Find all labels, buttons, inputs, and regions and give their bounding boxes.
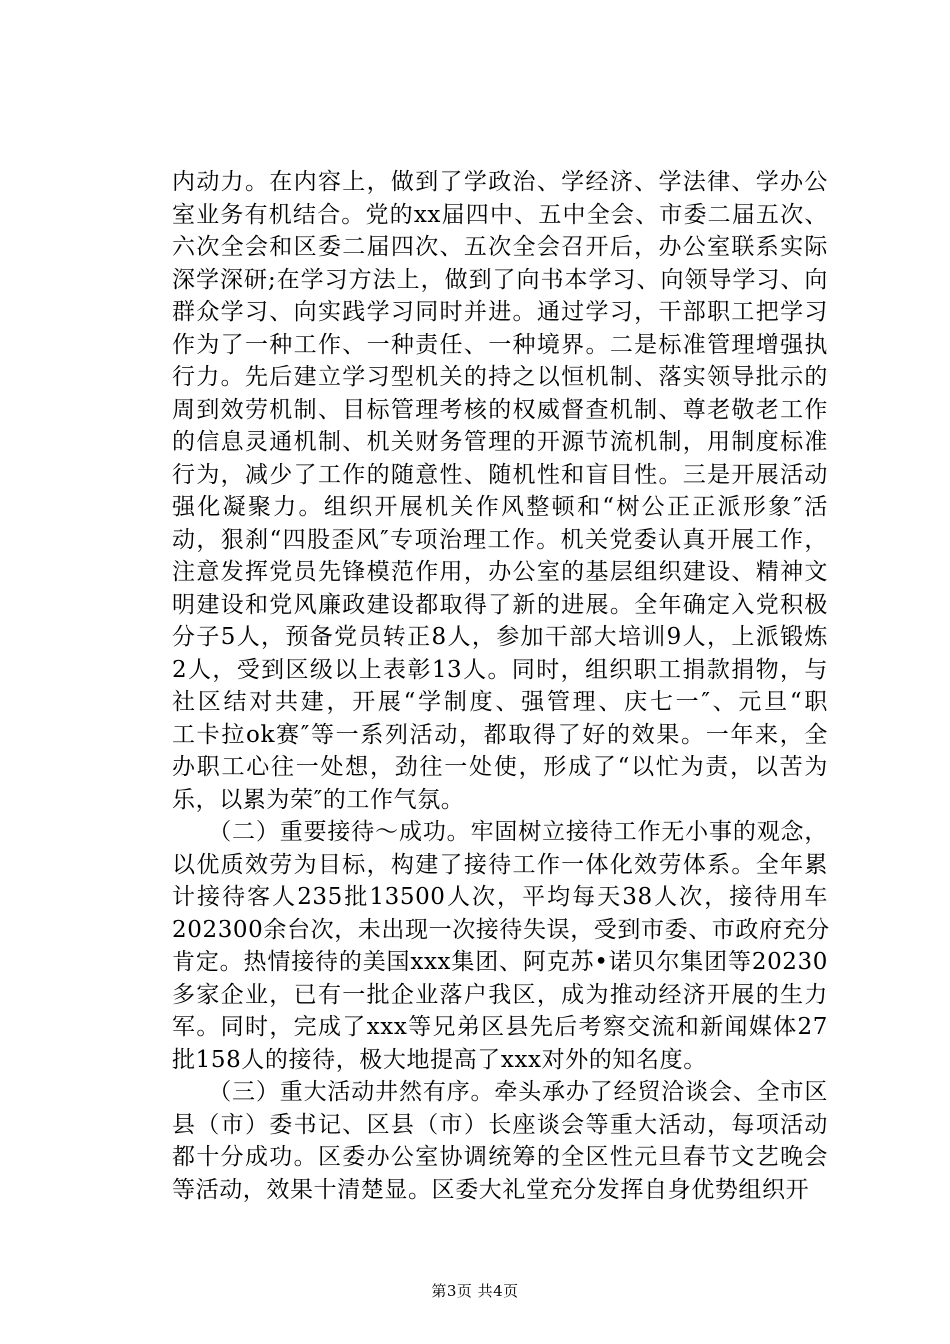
text-line: 动，狠刹“四股歪风″专项治理工作。机关党委认真开展工作， [172,526,828,553]
text-line: 深学深研;在学习方法上，做到了向书本学习、向领导学习、向 [172,266,828,293]
text-line: 202300余台次，未出现一次接待失误，受到市委、市政府充分 [172,916,830,943]
text-line: 行力。先后建立学习型机关的持之以恒机制、落实领导批示的 [172,364,828,390]
text-line: （二）重要接待～成功。牢固树立接待工作无小事的观念， [172,819,828,845]
document-body [172,166,828,1206]
text-line: 注意发挥党员先锋模范作用，办公室的基层组织建设、精神文 [172,559,828,585]
text-line: 内动力。在内容上，做到了学政治、学经济、学法律、学办公 [172,169,828,195]
text-line: 2人，受到区级以上表彰13人。同时，组织职工捐款捐物，与 [172,656,828,683]
text-line: 的信息灵通机制、机关财务管理的开源节流机制，用制度标准 [172,429,828,455]
text-line: 多家企业，已有一批企业落户我区，成为推动经济开展的生力 [172,981,828,1008]
text-line: 作为了一种工作、一种责任、一种境界。二是标准管理增强执 [172,331,828,358]
text-line: 办职工心往一处想，劲往一处使，形成了“以忙为责，以苦为 [172,754,828,780]
text-line: 社区结对共建，开展“学制度、强管理、庆七一″、元旦“职 [172,689,828,715]
text-line: 批158人的接待，极大地提高了xxx对外的知名度。 [172,1046,707,1073]
text-line: 分子5人，预备党员转正8人，参加干部大培训9人，上派锻炼 [172,624,828,650]
page-footer [0,1280,950,1301]
text-line: 军。同时，完成了xxx等兄弟区县先后考察交流和新闻媒体27 [172,1014,828,1040]
text-line: 工卡拉ok赛″等一系列活动，都取得了好的效果。一年来，全 [172,721,828,748]
text-line: 室业务有机结合。党的xx届四中、五中全会、市委二届五次、 [172,201,828,228]
text-line: 强化凝聚力。组织开展机关作风整顿和“树公正正派形象″活 [172,494,828,520]
text-line: 以优质效劳为目标，构建了接待工作一体化效劳体系。全年累 [172,851,828,878]
text-line: 都十分成功。区委办公室协调统筹的全区性元旦春节文艺晚会 [172,1144,828,1170]
text-line: （三）重大活动井然有序。牵头承办了经贸洽谈会、全市区 [172,1079,828,1105]
page-number-label: 第3页 共4页 [431,1282,519,1300]
text-line: 周到效劳机制、目标管理考核的权威督查机制、尊老敬老工作 [172,396,828,423]
text-line: 行为，减少了工作的随意性、随机性和盲目性。三是开展活动 [172,461,828,488]
text-line: 县（市）委书记、区县（市）长座谈会等重大活动，每项活动 [172,1111,828,1138]
text-line: 肯定。热情接待的美国xxx集团、阿克苏•诺贝尔集团等20230 [172,949,828,975]
text-line: 计接待客人235批13500人次，平均每天38人次，接待用车 [172,884,828,910]
text-line: 明建设和党风廉政建设都取得了新的进展。全年确定入党积极 [172,591,828,618]
text-line: 六次全会和区委二届四次、五次全会召开后，办公室联系实际 [172,234,828,260]
text-line: 乐，以累为荣″的工作气氛。 [172,786,465,813]
text-line: 群众学习、向实践学习同时并进。通过学习，干部职工把学习 [172,299,828,325]
text-line: 等活动，效果十清楚显。区委大礼堂充分发挥自身优势组织开 [172,1176,810,1203]
